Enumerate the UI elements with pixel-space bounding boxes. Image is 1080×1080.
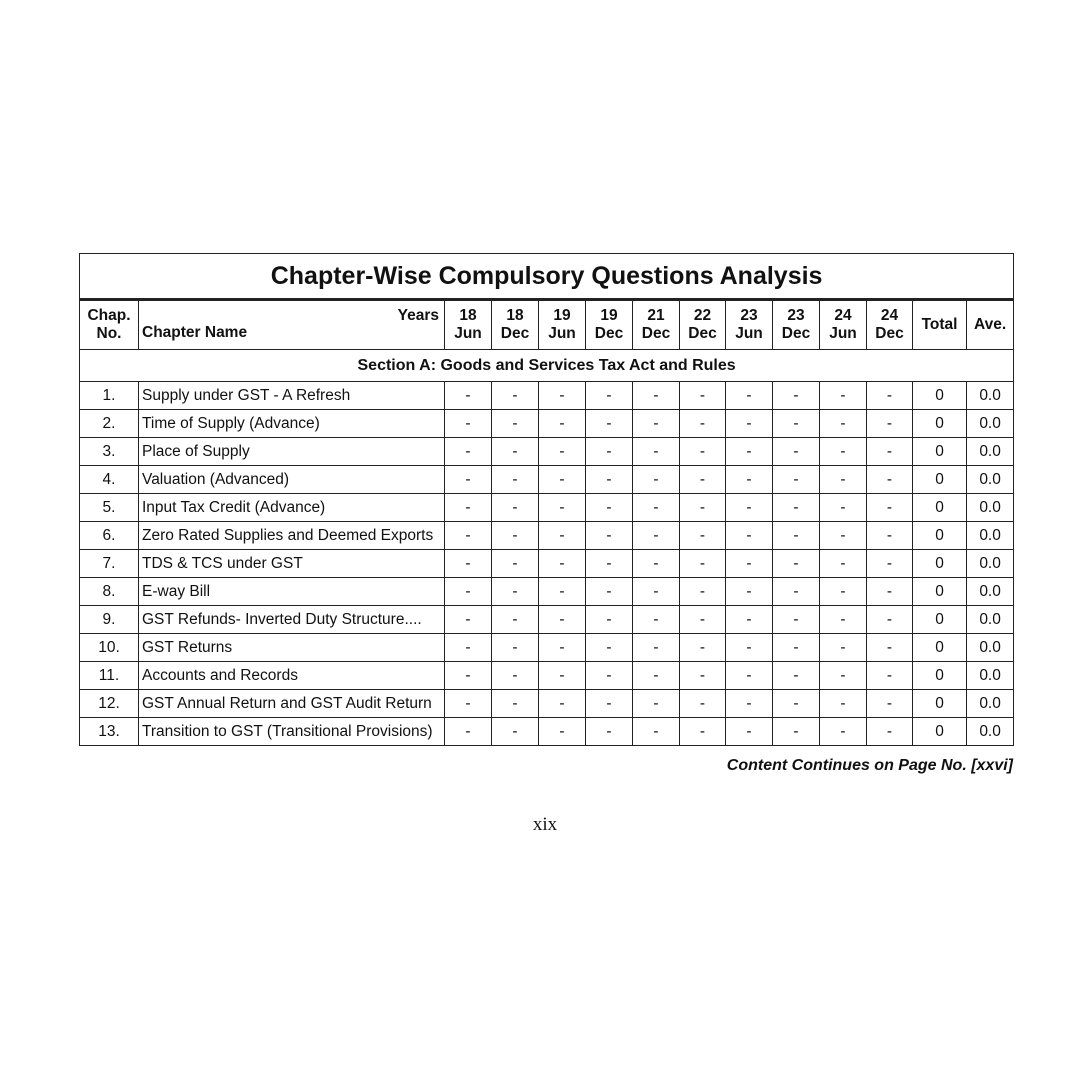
average-value: 0.0 bbox=[967, 382, 1014, 410]
year-value: - bbox=[633, 382, 680, 410]
year-value: - bbox=[539, 634, 586, 662]
year-value: - bbox=[586, 550, 633, 578]
average-value: 0.0 bbox=[967, 438, 1014, 466]
year-header-month: Dec bbox=[500, 325, 530, 342]
chapter-number: 4. bbox=[80, 466, 139, 494]
year-value: - bbox=[633, 718, 680, 746]
year-value: - bbox=[445, 522, 492, 550]
year-value: - bbox=[680, 634, 726, 662]
chapter-number: 8. bbox=[80, 578, 139, 606]
section-title: Section A: Goods and Services Tax Act and Rules bbox=[80, 350, 1014, 382]
year-value: - bbox=[773, 662, 820, 690]
year-value: - bbox=[586, 606, 633, 634]
chapter-name: Valuation (Advanced) bbox=[139, 466, 445, 494]
total-value: 0 bbox=[913, 494, 967, 522]
year-value: - bbox=[586, 634, 633, 662]
continuation-note: Content Continues on Page No. [xxvi] bbox=[726, 757, 1013, 774]
chapter-name: Accounts and Records bbox=[139, 662, 445, 690]
year-value: - bbox=[726, 718, 773, 746]
chap-no-header-line1: Chap. bbox=[87, 307, 131, 324]
average-value: 0.0 bbox=[967, 466, 1014, 494]
total-value: 0 bbox=[913, 466, 967, 494]
average-value: 0.0 bbox=[967, 522, 1014, 550]
total-value: 0 bbox=[913, 522, 967, 550]
chapter-number: 7. bbox=[80, 550, 139, 578]
year-header-month: Dec bbox=[594, 325, 624, 342]
year-value: - bbox=[726, 410, 773, 438]
chapter-name: GST Annual Return and GST Audit Return bbox=[139, 690, 445, 718]
total-value: 0 bbox=[913, 718, 967, 746]
year-header-month: Jun bbox=[735, 325, 763, 342]
year-header bbox=[492, 300, 539, 350]
chapter-number: 6. bbox=[80, 522, 139, 550]
year-header-year: 24 bbox=[834, 307, 852, 324]
year-header bbox=[867, 300, 913, 350]
table-row bbox=[80, 634, 1014, 662]
year-header bbox=[586, 300, 633, 350]
year-value: - bbox=[539, 438, 586, 466]
year-value: - bbox=[539, 382, 586, 410]
total-value: 0 bbox=[913, 690, 967, 718]
year-value: - bbox=[867, 690, 913, 718]
year-value: - bbox=[539, 522, 586, 550]
year-value: - bbox=[539, 662, 586, 690]
chapter-name: Time of Supply (Advance) bbox=[139, 410, 445, 438]
total-value: 0 bbox=[913, 550, 967, 578]
year-value: - bbox=[773, 578, 820, 606]
year-value: - bbox=[492, 466, 539, 494]
year-value: - bbox=[633, 494, 680, 522]
year-value: - bbox=[445, 410, 492, 438]
page-number: xix bbox=[532, 814, 558, 835]
year-value: - bbox=[680, 410, 726, 438]
year-value: - bbox=[680, 578, 726, 606]
year-header-year: 23 bbox=[787, 307, 805, 324]
table-row bbox=[80, 522, 1014, 550]
year-value: - bbox=[492, 410, 539, 438]
total-value: 0 bbox=[913, 410, 967, 438]
total-value: 0 bbox=[913, 662, 967, 690]
table-row bbox=[80, 550, 1014, 578]
year-header-year: 24 bbox=[880, 307, 899, 324]
year-header-year: 22 bbox=[693, 307, 712, 324]
chapter-number: 1. bbox=[80, 382, 139, 410]
year-value: - bbox=[680, 606, 726, 634]
year-value: - bbox=[539, 690, 586, 718]
year-header-month: Dec bbox=[875, 325, 904, 342]
average-value: 0.0 bbox=[967, 578, 1014, 606]
year-header-month: Jun bbox=[829, 325, 857, 342]
total-value: 0 bbox=[913, 438, 967, 466]
year-value: - bbox=[773, 718, 820, 746]
chapter-name: Transition to GST (Transitional Provisions) bbox=[139, 718, 445, 746]
year-value: - bbox=[633, 550, 680, 578]
average-value: 0.0 bbox=[967, 410, 1014, 438]
year-value: - bbox=[586, 662, 633, 690]
table-row bbox=[80, 662, 1014, 690]
average-header: Ave. bbox=[967, 300, 1014, 350]
table-row bbox=[80, 438, 1014, 466]
year-value: - bbox=[680, 382, 726, 410]
chapter-number: 2. bbox=[80, 410, 139, 438]
year-header bbox=[680, 300, 726, 350]
year-value: - bbox=[633, 410, 680, 438]
year-value: - bbox=[539, 606, 586, 634]
year-header-year: 23 bbox=[740, 307, 758, 324]
year-value: - bbox=[586, 494, 633, 522]
year-value: - bbox=[726, 578, 773, 606]
year-value: - bbox=[492, 606, 539, 634]
total-value: 0 bbox=[913, 578, 967, 606]
chap-no-header-line2: No. bbox=[96, 325, 122, 342]
year-value: - bbox=[726, 438, 773, 466]
year-value: - bbox=[680, 690, 726, 718]
table-row bbox=[80, 410, 1014, 438]
chapter-name: Supply under GST - A Refresh bbox=[139, 382, 445, 410]
year-value: - bbox=[867, 522, 913, 550]
year-header-year: 18 bbox=[506, 307, 524, 324]
chapter-name: GST Refunds- Inverted Duty Structure.... bbox=[139, 606, 445, 634]
total-value: 0 bbox=[913, 382, 967, 410]
year-value: - bbox=[445, 662, 492, 690]
year-value: - bbox=[445, 382, 492, 410]
year-value: - bbox=[445, 606, 492, 634]
chapter-name: GST Returns bbox=[139, 634, 445, 662]
year-value: - bbox=[633, 634, 680, 662]
years-label: Years bbox=[397, 307, 439, 324]
year-value: - bbox=[445, 550, 492, 578]
year-value: - bbox=[773, 606, 820, 634]
year-value: - bbox=[726, 662, 773, 690]
chapter-number: 13. bbox=[80, 718, 139, 746]
year-value: - bbox=[680, 522, 726, 550]
year-value: - bbox=[820, 718, 867, 746]
table-row bbox=[80, 466, 1014, 494]
year-value: - bbox=[726, 522, 773, 550]
table-body bbox=[80, 350, 1014, 746]
year-value: - bbox=[492, 438, 539, 466]
chap-no-header bbox=[80, 300, 139, 350]
table-row bbox=[80, 606, 1014, 634]
year-value: - bbox=[539, 494, 586, 522]
year-value: - bbox=[586, 522, 633, 550]
year-header bbox=[633, 300, 680, 350]
table-row bbox=[80, 718, 1014, 746]
year-value: - bbox=[773, 690, 820, 718]
year-value: - bbox=[633, 522, 680, 550]
year-value: - bbox=[586, 410, 633, 438]
year-value: - bbox=[492, 494, 539, 522]
year-header bbox=[726, 300, 773, 350]
year-value: - bbox=[820, 438, 867, 466]
chapter-name: Input Tax Credit (Advance) bbox=[139, 494, 445, 522]
year-header-year: 19 bbox=[600, 307, 618, 324]
year-value: - bbox=[820, 466, 867, 494]
year-value: - bbox=[539, 718, 586, 746]
year-value: - bbox=[633, 606, 680, 634]
year-value: - bbox=[726, 494, 773, 522]
year-value: - bbox=[586, 466, 633, 494]
chapter-name-label: Chapter Name bbox=[142, 324, 248, 341]
chapter-number: 10. bbox=[80, 634, 139, 662]
chapter-name: Place of Supply bbox=[139, 438, 445, 466]
year-value: - bbox=[867, 634, 913, 662]
year-value: - bbox=[867, 466, 913, 494]
year-header bbox=[773, 300, 820, 350]
table-row bbox=[80, 382, 1014, 410]
year-value: - bbox=[586, 382, 633, 410]
year-value: - bbox=[867, 494, 913, 522]
year-value: - bbox=[773, 410, 820, 438]
year-header bbox=[539, 300, 586, 350]
average-value: 0.0 bbox=[967, 606, 1014, 634]
year-value: - bbox=[773, 438, 820, 466]
year-value: - bbox=[867, 438, 913, 466]
average-value: 0.0 bbox=[967, 494, 1014, 522]
average-value: 0.0 bbox=[967, 634, 1014, 662]
table-row bbox=[80, 578, 1014, 606]
average-value: 0.0 bbox=[967, 550, 1014, 578]
year-value: - bbox=[586, 438, 633, 466]
year-value: - bbox=[867, 606, 913, 634]
year-header-month: Dec bbox=[688, 325, 717, 342]
year-header-year: 19 bbox=[553, 307, 571, 324]
year-value: - bbox=[539, 578, 586, 606]
chapter-number: 9. bbox=[80, 606, 139, 634]
year-value: - bbox=[633, 662, 680, 690]
table-title: Chapter-Wise Compulsory Questions Analysis bbox=[80, 254, 1014, 300]
year-header bbox=[820, 300, 867, 350]
year-header bbox=[445, 300, 492, 350]
year-value: - bbox=[586, 578, 633, 606]
year-header-month: Jun bbox=[548, 325, 576, 342]
chapter-number: 5. bbox=[80, 494, 139, 522]
year-value: - bbox=[633, 578, 680, 606]
year-value: - bbox=[867, 578, 913, 606]
year-value: - bbox=[633, 466, 680, 494]
year-value: - bbox=[820, 410, 867, 438]
year-value: - bbox=[820, 494, 867, 522]
year-value: - bbox=[867, 718, 913, 746]
year-value: - bbox=[726, 550, 773, 578]
year-header-year: 18 bbox=[459, 307, 477, 324]
total-value: 0 bbox=[913, 606, 967, 634]
table-row bbox=[80, 494, 1014, 522]
year-value: - bbox=[492, 522, 539, 550]
total-value: 0 bbox=[913, 634, 967, 662]
year-value: - bbox=[492, 550, 539, 578]
header-row bbox=[80, 300, 1014, 350]
year-value: - bbox=[445, 634, 492, 662]
year-value: - bbox=[820, 578, 867, 606]
year-value: - bbox=[445, 578, 492, 606]
year-value: - bbox=[726, 466, 773, 494]
year-value: - bbox=[726, 634, 773, 662]
chapter-number: 12. bbox=[80, 690, 139, 718]
year-value: - bbox=[867, 662, 913, 690]
year-value: - bbox=[586, 690, 633, 718]
average-value: 0.0 bbox=[967, 690, 1014, 718]
total-header: Total bbox=[913, 300, 967, 350]
year-value: - bbox=[492, 690, 539, 718]
average-value: 0.0 bbox=[967, 718, 1014, 746]
year-value: - bbox=[773, 522, 820, 550]
year-value: - bbox=[492, 662, 539, 690]
year-value: - bbox=[820, 606, 867, 634]
chapter-name: E-way Bill bbox=[139, 578, 445, 606]
year-value: - bbox=[445, 438, 492, 466]
year-value: - bbox=[820, 550, 867, 578]
year-value: - bbox=[820, 382, 867, 410]
average-value: 0.0 bbox=[967, 662, 1014, 690]
year-value: - bbox=[492, 578, 539, 606]
year-value: - bbox=[680, 718, 726, 746]
chapter-number: 11. bbox=[80, 662, 139, 690]
year-value: - bbox=[773, 550, 820, 578]
year-value: - bbox=[867, 550, 913, 578]
year-value: - bbox=[820, 522, 867, 550]
chapter-analysis-table bbox=[79, 253, 1014, 746]
year-value: - bbox=[492, 718, 539, 746]
year-value: - bbox=[773, 466, 820, 494]
chapter-name-header bbox=[139, 300, 445, 350]
chapter-name: Zero Rated Supplies and Deemed Exports bbox=[139, 522, 445, 550]
year-value: - bbox=[492, 382, 539, 410]
year-value: - bbox=[820, 690, 867, 718]
year-value: - bbox=[445, 494, 492, 522]
year-value: - bbox=[820, 662, 867, 690]
year-value: - bbox=[726, 606, 773, 634]
year-value: - bbox=[773, 382, 820, 410]
year-value: - bbox=[726, 382, 773, 410]
year-value: - bbox=[680, 550, 726, 578]
year-value: - bbox=[867, 410, 913, 438]
year-value: - bbox=[773, 634, 820, 662]
chapter-name: TDS & TCS under GST bbox=[139, 550, 445, 578]
year-value: - bbox=[445, 466, 492, 494]
year-header-month: Dec bbox=[641, 325, 671, 342]
year-value: - bbox=[726, 690, 773, 718]
table-row bbox=[80, 690, 1014, 718]
year-value: - bbox=[867, 382, 913, 410]
year-header-month: Jun bbox=[454, 325, 482, 342]
year-value: - bbox=[633, 690, 680, 718]
year-value: - bbox=[680, 438, 726, 466]
year-value: - bbox=[633, 438, 680, 466]
year-value: - bbox=[539, 550, 586, 578]
year-value: - bbox=[680, 662, 726, 690]
year-header-month: Dec bbox=[781, 325, 811, 342]
year-value: - bbox=[773, 494, 820, 522]
year-value: - bbox=[680, 466, 726, 494]
year-value: - bbox=[539, 466, 586, 494]
year-value: - bbox=[492, 634, 539, 662]
year-value: - bbox=[586, 718, 633, 746]
year-value: - bbox=[820, 634, 867, 662]
year-value: - bbox=[680, 494, 726, 522]
year-value: - bbox=[539, 410, 586, 438]
year-header-year: 21 bbox=[647, 307, 665, 324]
chapter-number: 3. bbox=[80, 438, 139, 466]
year-value: - bbox=[445, 718, 492, 746]
year-value: - bbox=[445, 690, 492, 718]
